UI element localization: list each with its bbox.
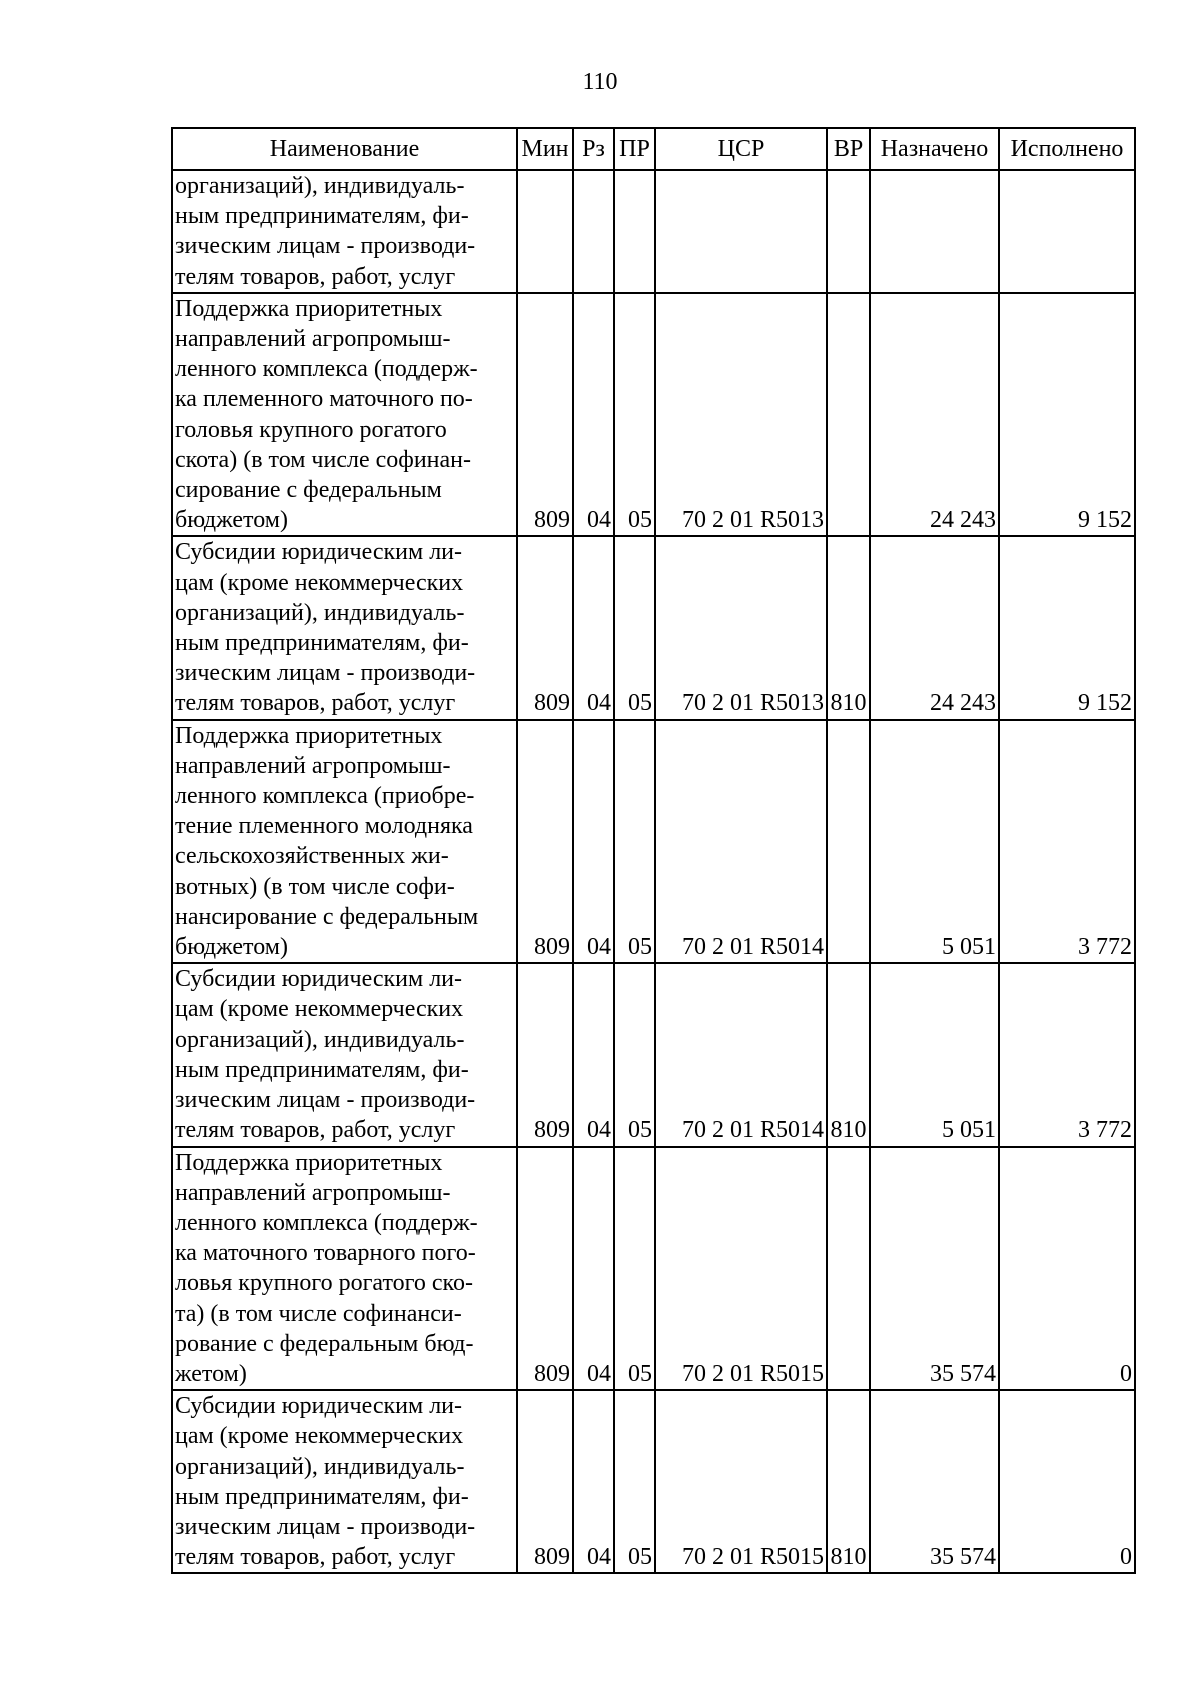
table-body — [172, 170, 1135, 1573]
name-line: организаций), индивидуаль- — [175, 1453, 465, 1480]
cell-csr: 70 2 01 R5014 — [655, 963, 827, 1146]
cell-vr — [827, 720, 870, 964]
cell-executed — [999, 170, 1135, 293]
cell-pr: 05 — [614, 720, 655, 964]
name-line: сирование с федеральным — [175, 477, 442, 504]
cell-min: 809 — [517, 536, 573, 719]
name-line: жетом) — [175, 1360, 247, 1387]
name-line: организаций), индивидуаль- — [175, 599, 465, 626]
cell-vr: 810 — [827, 1390, 870, 1573]
header-min: Мин — [517, 128, 573, 170]
name-line: зическим лицам - производи- — [175, 1513, 476, 1540]
name-line: Поддержка приоритетных — [175, 295, 443, 322]
table-row — [172, 963, 1135, 1146]
name-line: ка маточного товарного пого- — [175, 1240, 476, 1267]
page-number: 110 — [582, 69, 618, 95]
cell-assigned: 24 243 — [870, 293, 999, 537]
name-line: направлений агропромыш- — [175, 752, 451, 779]
table-row — [172, 1147, 1135, 1391]
cell-vr: 810 — [827, 536, 870, 719]
cell-rz: 04 — [573, 1147, 614, 1391]
cell-executed: 9 152 — [999, 293, 1135, 537]
cell-assigned: 35 574 — [870, 1390, 999, 1573]
cell-csr: 70 2 01 R5013 — [655, 293, 827, 537]
name-line: телям товаров, работ, услуг — [175, 1544, 456, 1571]
name-line: ка племенного маточного по- — [175, 386, 473, 413]
cell-assigned — [870, 170, 999, 293]
cell-vr — [827, 170, 870, 293]
cell-executed: 0 — [999, 1147, 1135, 1391]
cell-pr — [614, 170, 655, 293]
name-line: цам (кроме некоммерческих — [175, 1423, 464, 1450]
cell-min: 809 — [517, 293, 573, 537]
name-line: ленного комплекса (поддерж- — [175, 1209, 478, 1236]
name-line: ным предпринимателям, фи- — [175, 630, 469, 657]
cell-pr: 05 — [614, 963, 655, 1146]
cell-csr: 70 2 01 R5015 — [655, 1147, 827, 1391]
name-line: скота) (в том числе софинан- — [175, 446, 472, 473]
table-row — [172, 170, 1135, 293]
cell-executed: 3 772 — [999, 720, 1135, 964]
header-name: Наименование — [172, 128, 517, 170]
header-vr: ВР — [827, 128, 870, 170]
name-line: цам (кроме некоммерческих — [175, 569, 464, 596]
budget-table — [171, 127, 1136, 1574]
name-line: Субсидии юридическим ли- — [175, 1393, 463, 1420]
name-line: бюджетом) — [175, 507, 288, 534]
cell-csr: 70 2 01 R5013 — [655, 536, 827, 719]
cell-vr: 810 — [827, 963, 870, 1146]
name-line: бюджетом) — [175, 934, 288, 961]
name-line: зическим лицам - производи- — [175, 660, 476, 687]
cell-assigned: 5 051 — [870, 963, 999, 1146]
cell-executed: 0 — [999, 1390, 1135, 1573]
cell-name — [172, 963, 517, 1146]
cell-csr — [655, 170, 827, 293]
name-line: ным предпринимателям, фи- — [175, 1056, 469, 1083]
cell-rz: 04 — [573, 720, 614, 964]
cell-vr — [827, 1147, 870, 1391]
name-line: ным предпринимателям, фи- — [175, 203, 469, 230]
cell-min: 809 — [517, 720, 573, 964]
cell-csr: 70 2 01 R5014 — [655, 720, 827, 964]
cell-csr: 70 2 01 R5015 — [655, 1390, 827, 1573]
cell-executed: 3 772 — [999, 963, 1135, 1146]
cell-pr: 05 — [614, 1147, 655, 1391]
cell-name — [172, 1147, 517, 1391]
cell-pr: 05 — [614, 293, 655, 537]
cell-assigned: 5 051 — [870, 720, 999, 964]
header-rz: Рз — [573, 128, 614, 170]
header-pr: ПР — [614, 128, 655, 170]
table-row — [172, 1390, 1135, 1573]
name-line: организаций), индивидуаль- — [175, 173, 465, 199]
cell-rz: 04 — [573, 1390, 614, 1573]
cell-min: 809 — [517, 1147, 573, 1391]
cell-vr — [827, 293, 870, 537]
name-line: ловья крупного рогатого ско- — [175, 1270, 473, 1297]
cell-rz: 04 — [573, 963, 614, 1146]
cell-rz — [573, 170, 614, 293]
table-row — [172, 720, 1135, 964]
table-row — [172, 536, 1135, 719]
name-line: вотных) (в том числе софи- — [175, 873, 455, 900]
name-line: зическим лицам - производи- — [175, 1087, 476, 1114]
header-executed: Исполнено — [999, 128, 1135, 170]
cell-name — [172, 536, 517, 719]
name-line: телям товаров, работ, услуг — [175, 690, 456, 717]
name-line: головья крупного рогатого — [175, 416, 447, 443]
cell-rz: 04 — [573, 293, 614, 537]
name-line: та) (в том числе софинанси- — [175, 1300, 462, 1327]
table-header — [172, 128, 1135, 170]
header-assigned: Назначено — [870, 128, 999, 170]
cell-assigned: 35 574 — [870, 1147, 999, 1391]
cell-min: 809 — [517, 963, 573, 1146]
cell-rz: 04 — [573, 536, 614, 719]
name-line: цам (кроме некоммерческих — [175, 996, 464, 1023]
name-line: зическим лицам - производи- — [175, 233, 476, 260]
name-line: сельскохозяйственных жи- — [175, 843, 449, 870]
name-line: Субсидии юридическим ли- — [175, 966, 463, 993]
name-line: направлений агропромыш- — [175, 1179, 451, 1206]
name-line: ленного комплекса (поддерж- — [175, 356, 478, 383]
cell-name — [172, 293, 517, 537]
name-line: тение племенного молодняка — [175, 813, 473, 840]
cell-min: 809 — [517, 1390, 573, 1573]
cell-pr: 05 — [614, 536, 655, 719]
table-row — [172, 293, 1135, 537]
name-line: рование с федеральным бюд- — [175, 1330, 474, 1357]
name-line: телям товаров, работ, услуг — [175, 1117, 456, 1144]
name-line: ленного комплекса (приобре- — [175, 783, 475, 810]
name-line: Субсидии юридическим ли- — [175, 539, 463, 566]
name-line: нансирование с федеральным — [175, 903, 479, 930]
header-csr: ЦСР — [655, 128, 827, 170]
name-line: Поддержка приоритетных — [175, 1149, 443, 1176]
cell-name — [172, 170, 517, 293]
cell-name — [172, 720, 517, 964]
name-line: организаций), индивидуаль- — [175, 1026, 465, 1053]
name-line: телям товаров, работ, услуг — [175, 263, 456, 290]
cell-name — [172, 1390, 517, 1573]
name-line: направлений агропромыш- — [175, 326, 451, 353]
cell-pr: 05 — [614, 1390, 655, 1573]
cell-executed: 9 152 — [999, 536, 1135, 719]
name-line: Поддержка приоритетных — [175, 722, 443, 749]
name-line: ным предпринимателям, фи- — [175, 1483, 469, 1510]
cell-assigned: 24 243 — [870, 536, 999, 719]
cell-min — [517, 170, 573, 293]
